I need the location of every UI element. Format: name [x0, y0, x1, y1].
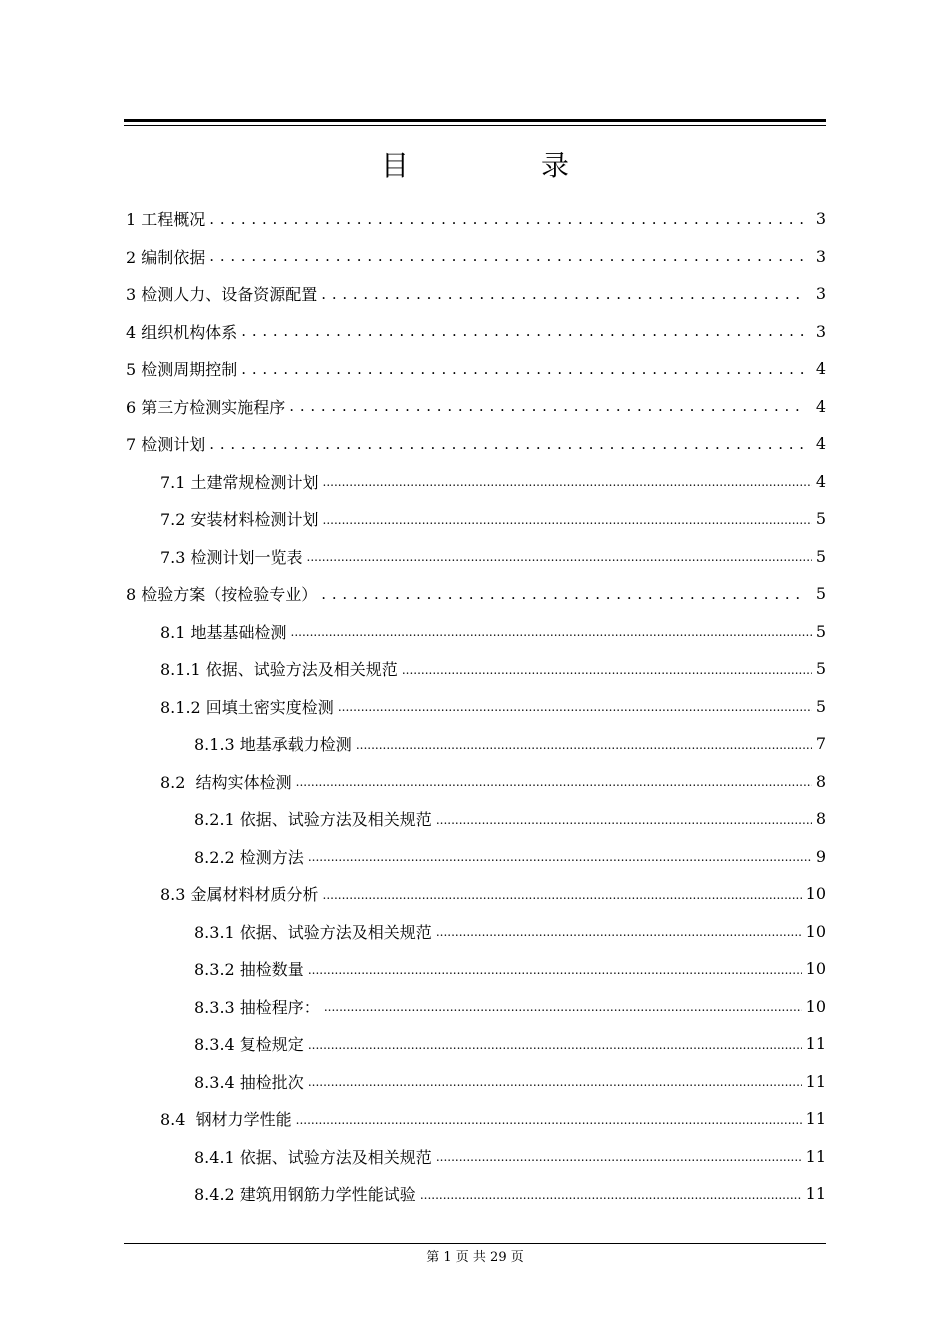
toc-entry-label: 8.3 金属材料材质分析	[160, 885, 319, 905]
toc-entry[interactable]	[160, 650, 826, 688]
toc-entry-page: 8	[815, 809, 826, 829]
toc-entry-page: 11	[805, 1109, 826, 1129]
toc-leader	[324, 996, 802, 1016]
toc-entry-page: 4	[815, 396, 826, 416]
toc-entry-label: 8.3.3 抽检程序：	[194, 997, 320, 1017]
toc-leader	[308, 1034, 802, 1054]
toc-entry[interactable]	[160, 463, 826, 501]
toc-leader	[356, 734, 812, 754]
toc-entry-label: 7 检测计划	[126, 435, 206, 455]
toc-entry-label: 8.3.4 复检规定	[194, 1035, 304, 1055]
toc-entry[interactable]	[194, 725, 826, 763]
toc-leader	[241, 321, 804, 341]
toc-entry[interactable]	[126, 575, 826, 613]
toc-entry-page: 7	[815, 734, 826, 754]
toc-leader	[289, 396, 804, 416]
toc-entry-page: 3	[815, 246, 826, 266]
toc-entry-label: 8.2.2 检测方法	[194, 847, 304, 867]
toc-entry-page: 5	[815, 621, 826, 641]
toc-entry-label: 8.1.2 回填土密实度检测	[160, 697, 334, 717]
header-rule-thick	[124, 119, 826, 122]
toc-entry-page: 9	[815, 846, 826, 866]
toc-leader	[209, 246, 804, 266]
toc-leader	[241, 359, 804, 379]
toc-entry-label: 8.3.4 抽检批次	[194, 1072, 304, 1092]
toc-leader	[296, 771, 812, 791]
toc-leader	[209, 434, 804, 454]
toc-leader	[321, 284, 804, 304]
toc-entry-page: 3	[815, 209, 826, 229]
toc-entry-page: 4	[815, 471, 826, 491]
page-title: 目 录	[380, 149, 621, 182]
toc-entry-label: 7.3 检测计划一览表	[160, 547, 303, 567]
toc-leader	[436, 1146, 802, 1166]
toc-entry[interactable]	[194, 1175, 826, 1213]
toc-entry-page: 5	[815, 696, 826, 716]
toc-entry[interactable]	[126, 275, 826, 313]
toc-entry[interactable]	[126, 313, 826, 351]
toc-entry-page: 11	[805, 1146, 826, 1166]
toc-leader	[291, 621, 812, 641]
toc-entry-label: 8.1 地基基础检测	[160, 622, 287, 642]
toc-entry-label: 2 编制依据	[126, 247, 206, 267]
toc-entry-label: 8 检验方案（按检验专业）	[126, 585, 318, 605]
toc-entry-page: 10	[805, 996, 826, 1016]
toc-entry-page: 4	[815, 434, 826, 454]
toc-entry[interactable]	[160, 1100, 826, 1138]
toc-entry[interactable]	[194, 913, 826, 951]
toc-entry-label: 1 工程概况	[126, 210, 206, 230]
toc-leader	[323, 884, 802, 904]
toc-entry-label: 7.1 土建常规检测计划	[160, 472, 319, 492]
toc-entry[interactable]	[160, 538, 826, 576]
toc-entry[interactable]	[126, 238, 826, 276]
toc-entry-label: 8.3.2 抽检数量	[194, 960, 304, 980]
toc-leader	[436, 921, 802, 941]
toc-entry[interactable]	[194, 1138, 826, 1176]
footer-rule	[124, 1243, 826, 1244]
toc-entry-label: 7.2 安装材料检测计划	[160, 510, 319, 530]
toc-leader	[436, 809, 812, 829]
toc-leader	[296, 1109, 802, 1129]
toc-entry-label: 8.4.2 建筑用钢筋力学性能试验	[194, 1185, 416, 1205]
toc-entry[interactable]	[194, 988, 826, 1026]
toc-entry[interactable]	[160, 613, 826, 651]
toc-leader	[420, 1184, 802, 1204]
toc-entry-label: 8.2.1 依据、试验方法及相关规范	[194, 810, 432, 830]
toc-entry[interactable]	[194, 838, 826, 876]
toc-entry-page: 11	[805, 1184, 826, 1204]
toc-entry-label: 8.1.1 依据、试验方法及相关规范	[160, 660, 398, 680]
toc-entry-label: 8.4.1 依据、试验方法及相关规范	[194, 1147, 432, 1167]
toc-entry-label: 8.1.3 地基承载力检测	[194, 735, 352, 755]
toc-entry-page: 5	[815, 659, 826, 679]
header-rule-thin	[124, 125, 826, 126]
toc-entry-page: 11	[805, 1071, 826, 1091]
toc-entry-label: 4 组织机构体系	[126, 322, 238, 342]
toc-leader	[402, 659, 812, 679]
toc-entry[interactable]	[126, 350, 826, 388]
toc-entry[interactable]	[126, 388, 826, 426]
toc-leader	[308, 959, 802, 979]
toc-entry[interactable]	[160, 688, 826, 726]
toc-entry[interactable]	[126, 425, 826, 463]
toc-entry-page: 5	[815, 509, 826, 529]
toc-entry[interactable]	[160, 500, 826, 538]
toc-entry-page: 3	[815, 284, 826, 304]
toc-entry[interactable]	[194, 800, 826, 838]
toc-leader	[307, 546, 812, 566]
page-footer: 第 1 页 共 29 页	[426, 1250, 524, 1265]
toc-entry-page: 3	[815, 321, 826, 341]
toc-entry-page: 11	[805, 1034, 826, 1054]
toc-entry-page: 10	[805, 921, 826, 941]
toc-leader	[209, 209, 804, 229]
toc-leader	[308, 1071, 802, 1091]
toc-entry[interactable]	[160, 763, 826, 801]
toc-entry[interactable]	[126, 200, 826, 238]
toc-leader	[308, 846, 812, 866]
toc-entry-page: 4	[815, 359, 826, 379]
toc-entry[interactable]	[160, 875, 826, 913]
toc-entry-page: 10	[805, 959, 826, 979]
toc-entry[interactable]	[194, 1063, 826, 1101]
toc-entry[interactable]	[194, 950, 826, 988]
toc-leader	[321, 584, 804, 604]
toc-leader	[323, 509, 812, 529]
toc-entry-page: 10	[805, 884, 826, 904]
toc-entry-page: 5	[815, 546, 826, 566]
toc-entry-page: 5	[815, 584, 826, 604]
toc-leader	[323, 471, 812, 491]
toc-entry-label: 8.3.1 依据、试验方法及相关规范	[194, 922, 432, 942]
toc-entry[interactable]	[194, 1025, 826, 1063]
toc-entry-label: 8.4 钢材力学性能	[160, 1110, 292, 1130]
toc-entry-label: 3 检测人力、设备资源配置	[126, 285, 318, 305]
toc-entry-label: 6 第三方检测实施程序	[126, 397, 286, 417]
toc-entry-page: 8	[815, 771, 826, 791]
toc-entry-label: 8.2 结构实体检测	[160, 772, 292, 792]
toc-entry-label: 5 检测周期控制	[126, 360, 238, 380]
toc-leader	[338, 696, 812, 716]
